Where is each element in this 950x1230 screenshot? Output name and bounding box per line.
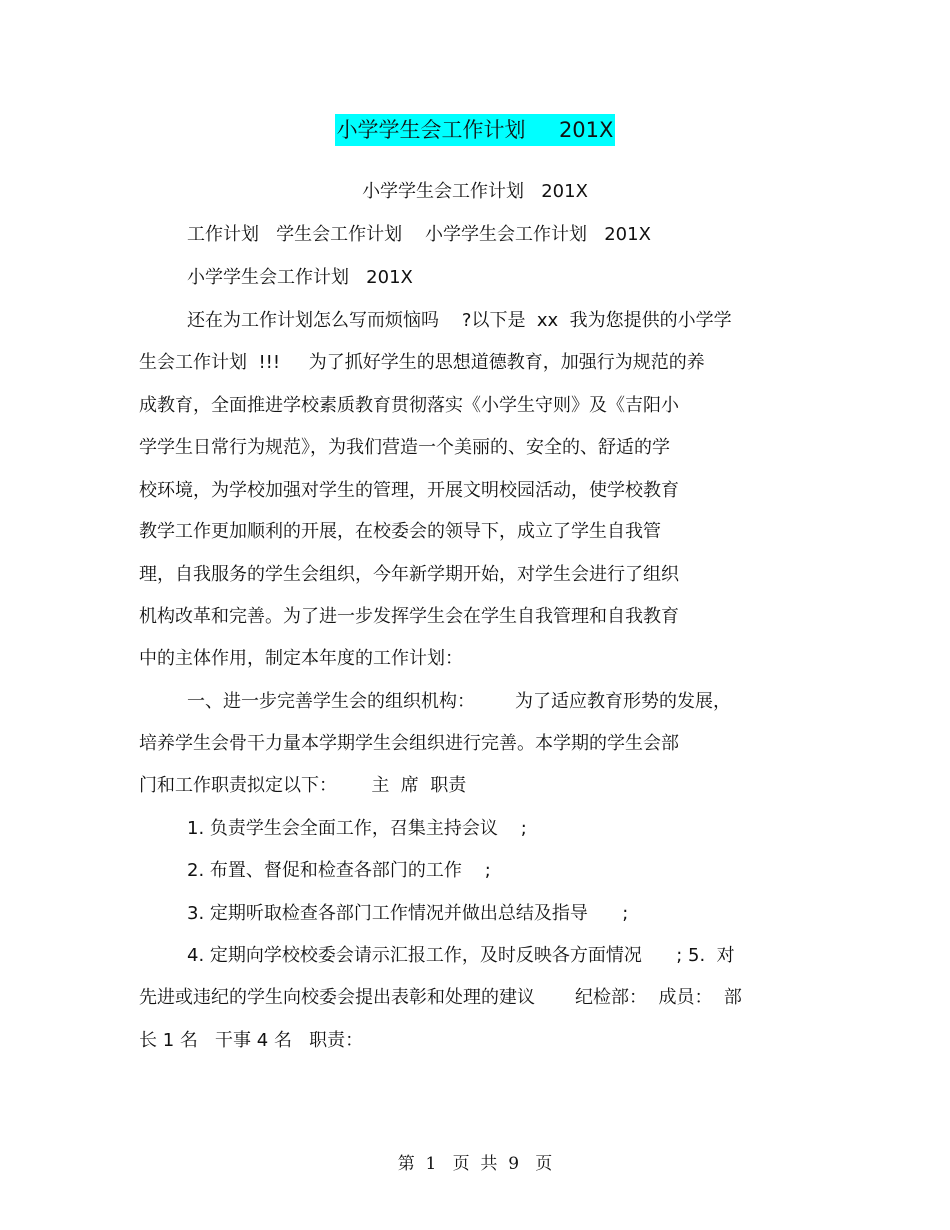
list-item: 1. 负责学生会全面工作，召集主持会议 ; [187, 818, 527, 839]
document-title: 小学学生会工作计划 201X [335, 114, 616, 146]
text-line: 机构改革和完善。为了进一步发挥学生会在学生自我管理和自我教育 [139, 606, 679, 627]
list-item: 3. 定期听取检查各部门工作情况并做出总结及指导 ; [187, 903, 629, 924]
text-line: 学学生日常行为规范》，为我们营造一个美丽的、安全的、舒适的学 [139, 437, 670, 458]
text-line: 一、进一步完善学生会的组织机构： 为了适应教育形势的发展， [187, 691, 732, 712]
list-item: 4. 定期向学校校委会请示汇报工作，及时反映各方面情况 ; 5. 对 [187, 945, 735, 966]
text-line: 生会工作计划 !!! 为了抓好学生的思想道德教育，加强行为规范的养 [139, 352, 705, 373]
text-line: 先进或违纪的学生向校委会提出表彰和处理的建议 纪检部： 成员： 部 [139, 987, 742, 1008]
page-footer: 第 1 页 共 9 页 [397, 1154, 553, 1174]
text-line: 还在为工作计划怎么写而烦恼吗 ?以下是 xx 我为您提供的小学学 [187, 310, 732, 331]
text-line: 中的主体作用，制定本年度的工作计划： [139, 648, 463, 669]
text-line: 工作计划 学生会工作计划 小学学生会工作计划 201X [187, 224, 651, 245]
title-row [0, 114, 950, 146]
text-line: 理，自我服务的学生会组织，今年新学期开始，对学生会进行了组织 [139, 564, 679, 585]
text-line: 成教育，全面推进学校素质教育贯彻落实《小学生守则》及《吉阳小 [139, 395, 679, 416]
list-item: 2. 布置、督促和检查各部门的工作 ; [187, 860, 491, 881]
text-line: 小学学生会工作计划 201X [187, 267, 413, 288]
subtitle: 小学学生会工作计划 201X [362, 181, 588, 202]
text-line: 门和工作职责拟定以下： 主 席 职责 [139, 775, 467, 796]
text-line: 校环境，为学校加强对学生的管理，开展文明校园活动，使学校教育 [139, 480, 679, 501]
text-line: 教学工作更加顺利的开展，在校委会的领导下，成立了学生自我管 [139, 521, 661, 542]
text-line: 长 1 名 干事 4 名 职责： [139, 1030, 364, 1051]
text-line: 培养学生会骨干力量本学期学生会组织进行完善。本学期的学生会部 [139, 733, 679, 754]
